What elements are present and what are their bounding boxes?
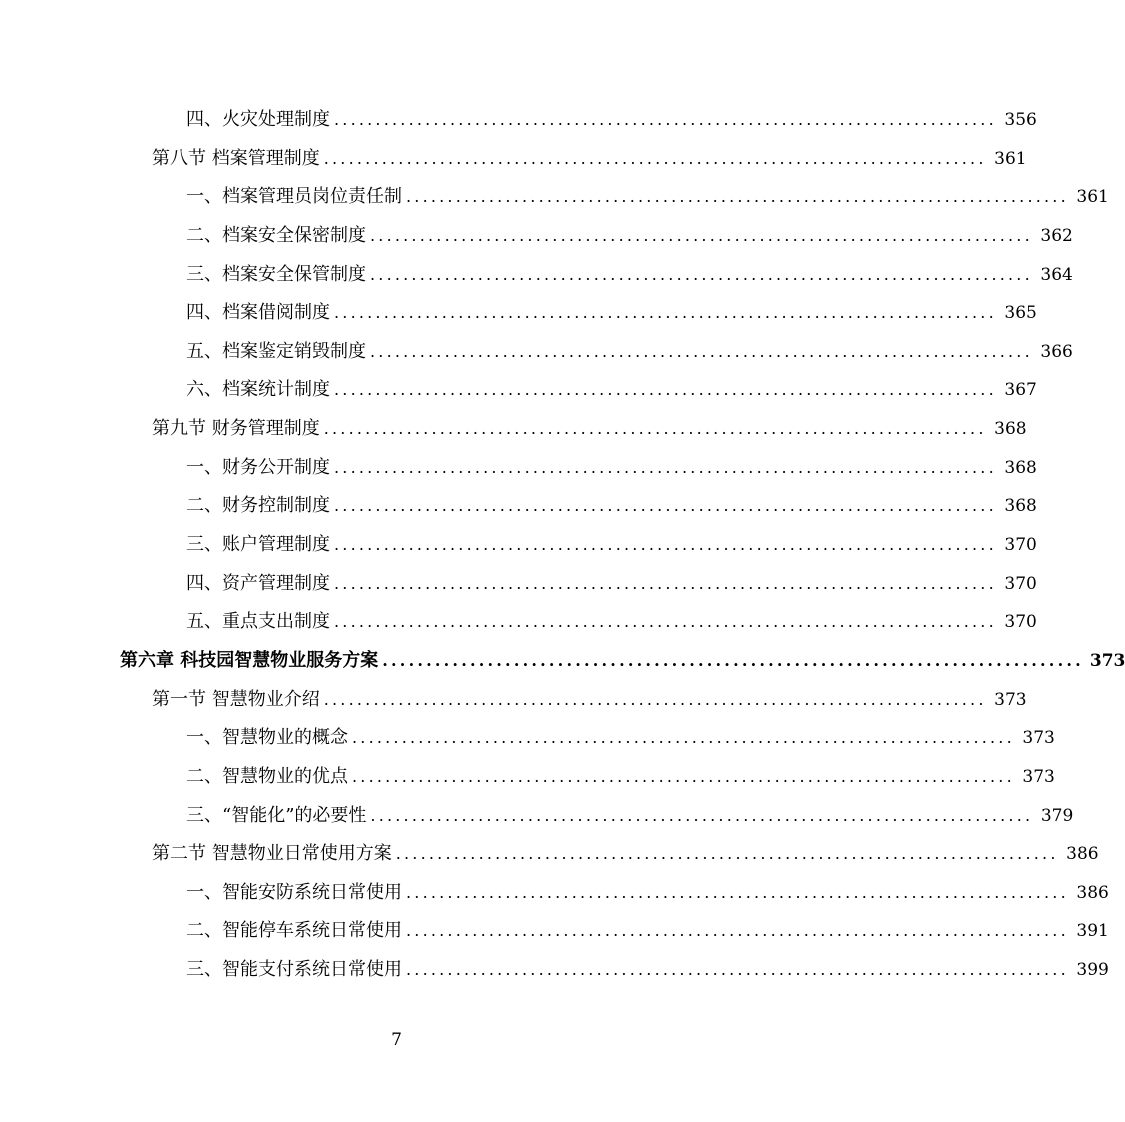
dot-leader: ................................................................................ xyxy=(334,573,997,593)
toc-entry-title: 二、档案安全保密制度 xyxy=(186,217,370,256)
toc-entry[interactable] xyxy=(0,912,1109,951)
toc-entry-page: 373 xyxy=(1022,766,1055,787)
toc-entry[interactable] xyxy=(0,487,1037,526)
toc-entry-page: 368 xyxy=(994,419,1027,440)
toc-entry-page: 370 xyxy=(1004,535,1037,556)
dot-leader: ................................................................................ xyxy=(370,341,1033,361)
dot-leader: ................................................................................ xyxy=(370,225,1033,245)
dot-leader: ................................................................................ xyxy=(323,419,987,439)
toc-entry-page: 373 xyxy=(1022,728,1055,749)
toc-entry[interactable] xyxy=(0,256,1073,295)
toc-entry-page: 373 xyxy=(994,689,1027,710)
toc-entry[interactable] xyxy=(0,526,1037,565)
toc-entry-page: 373 xyxy=(1089,650,1125,671)
dot-leader: ................................................................................ xyxy=(370,264,1033,284)
toc-entry-title: 四、档案借阅制度 xyxy=(186,294,334,333)
dot-leader: ................................................................................ xyxy=(395,844,1059,864)
dot-leader: ................................................................................ xyxy=(352,766,1015,786)
toc-entry-page: 370 xyxy=(1004,612,1037,633)
toc-entry-page: 365 xyxy=(1004,303,1037,324)
toc-entry-page: 367 xyxy=(1004,380,1037,401)
toc-entry-page: 386 xyxy=(1076,882,1109,903)
toc-entry[interactable] xyxy=(0,681,1027,720)
toc-entry-title: 一、财务公开制度 xyxy=(186,449,334,488)
toc-entry-page: 362 xyxy=(1040,225,1073,246)
toc-entry-title: 五、档案鉴定销毁制度 xyxy=(186,333,370,372)
toc-entry-page: 368 xyxy=(1004,457,1037,478)
toc-entry-title: 二、智慧物业的优点 xyxy=(186,758,352,797)
toc-entry-title: 三、“智能化”的必要性 xyxy=(186,797,370,836)
toc-entry-page: 366 xyxy=(1040,341,1073,362)
toc-entry[interactable] xyxy=(0,217,1073,256)
toc-entry-page: 399 xyxy=(1076,960,1109,981)
dot-leader: ................................................................................ xyxy=(406,882,1069,902)
toc-entry-title: 第六章 科技园智慧物业服务方案 xyxy=(120,642,382,681)
toc-entry-title: 三、账户管理制度 xyxy=(186,526,334,565)
toc-entry[interactable] xyxy=(0,101,1037,140)
toc-entry-page: 370 xyxy=(1004,573,1037,594)
toc-entry-title: 第一节 智慧物业介绍 xyxy=(152,681,324,720)
toc-entry-title: 一、档案管理员岗位责任制 xyxy=(186,178,406,217)
dot-leader: ................................................................................ xyxy=(323,148,987,168)
toc-entry[interactable] xyxy=(0,797,1074,836)
dot-leader: ................................................................................ xyxy=(406,921,1069,941)
toc-entry-title: 二、智能停车系统日常使用 xyxy=(186,912,406,951)
toc-entry-page: 361 xyxy=(1076,187,1109,208)
toc-entry-page: 368 xyxy=(1004,496,1037,517)
toc-entry[interactable] xyxy=(0,835,1099,874)
toc-entry-page: 386 xyxy=(1066,844,1099,865)
toc-entry-title: 三、智能支付系统日常使用 xyxy=(186,951,406,990)
toc-entry-page: 356 xyxy=(1004,110,1037,130)
page-number: 7 xyxy=(391,1030,402,1050)
toc-entry[interactable] xyxy=(0,294,1037,333)
toc-entry-page: 361 xyxy=(994,148,1027,169)
toc-entry[interactable] xyxy=(0,565,1037,604)
dot-leader: ................................................................................ xyxy=(334,496,997,516)
dot-leader: ................................................................................ xyxy=(406,960,1069,980)
toc-entry-title: 二、财务控制制度 xyxy=(186,487,334,526)
toc-entry[interactable] xyxy=(0,178,1109,217)
table-of-contents xyxy=(0,101,1125,990)
toc-entry-title: 三、档案安全保管制度 xyxy=(186,256,370,295)
dot-leader: ................................................................................ xyxy=(334,110,997,129)
dot-leader: ................................................................................ xyxy=(334,612,997,632)
toc-entry-title: 六、档案统计制度 xyxy=(186,371,334,410)
toc-entry-title: 五、重点支出制度 xyxy=(186,603,334,642)
toc-entry-page: 379 xyxy=(1040,805,1074,826)
toc-entry[interactable] xyxy=(0,371,1037,410)
toc-entry-title: 第九节 财务管理制度 xyxy=(152,410,324,449)
dot-leader: ................................................................................ xyxy=(334,303,997,323)
toc-entry-title: 第二节 智慧物业日常使用方案 xyxy=(152,835,396,874)
dot-leader: ................................................................................ xyxy=(406,187,1069,207)
toc-entry[interactable] xyxy=(0,719,1055,758)
toc-chapter-entry[interactable] xyxy=(0,642,1125,681)
toc-entry[interactable] xyxy=(0,874,1109,913)
toc-entry-page: 364 xyxy=(1040,264,1073,285)
toc-entry-title: 一、智能安防系统日常使用 xyxy=(186,874,406,913)
toc-entry[interactable] xyxy=(0,140,1027,179)
dot-leader: ................................................................................ xyxy=(334,535,997,555)
dot-leader: ................................................................................ xyxy=(334,457,997,477)
toc-entry[interactable] xyxy=(0,758,1055,797)
toc-entry[interactable] xyxy=(0,603,1037,642)
toc-entry[interactable] xyxy=(0,449,1037,488)
dot-leader: ................................................................................ xyxy=(382,650,1084,670)
dot-leader: ................................................................................ xyxy=(323,689,987,709)
toc-entry-title: 四、资产管理制度 xyxy=(186,565,334,604)
toc-entry-title: 第八节 档案管理制度 xyxy=(152,140,324,179)
dot-leader: ................................................................................ xyxy=(334,380,997,400)
dot-leader: ................................................................................ xyxy=(352,728,1015,748)
toc-entry[interactable] xyxy=(0,333,1073,372)
toc-entry-title: 四、火灾处理制度 xyxy=(186,101,334,140)
toc-entry-title: 一、智慧物业的概念 xyxy=(186,719,352,758)
toc-entry[interactable] xyxy=(0,951,1109,990)
toc-entry[interactable] xyxy=(0,410,1027,449)
dot-leader: ................................................................................ xyxy=(370,805,1034,825)
toc-entry-page: 391 xyxy=(1076,921,1109,942)
